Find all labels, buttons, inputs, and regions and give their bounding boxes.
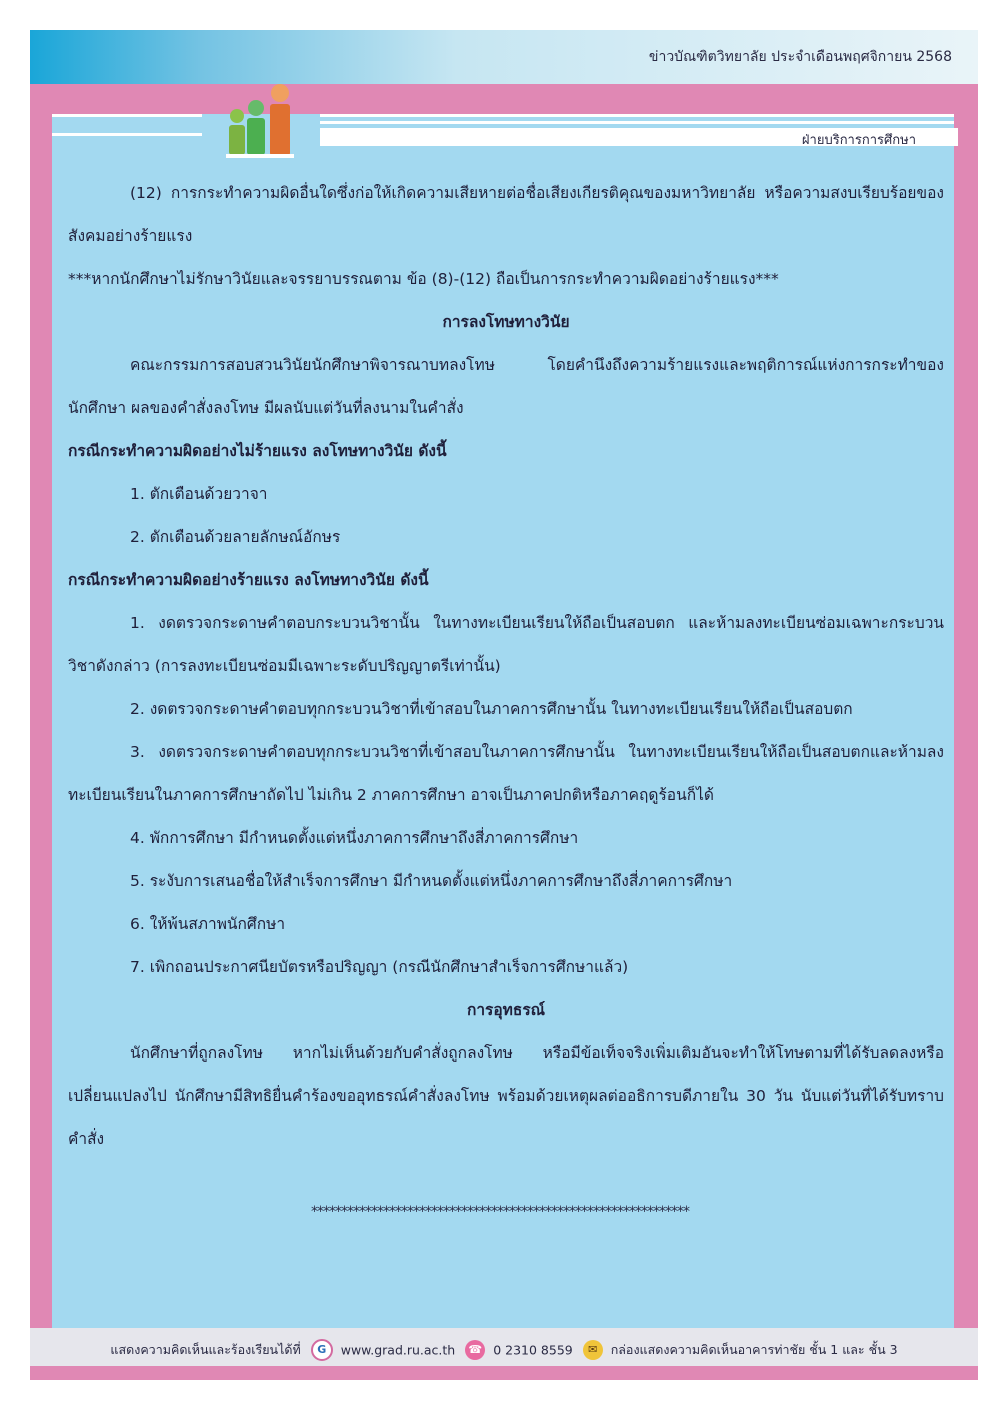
comment-box-icon: ✉ [583,1340,603,1360]
department-box [320,128,958,146]
people-icon [220,84,306,159]
top-banner [30,30,978,84]
case-serious-title: กรณีกระทำความผิดอย่างร้ายแรง ลงโทษทางวินัย ดังนี้ [68,571,429,589]
serious-offense-note: ***หากนักศึกษาไม่รักษาวินัยและจรรยาบรรณตาม ข้อ (8)-(12) ถือเป็นการกระทำความผิดอย่างร้ายแรง*** [68,270,779,288]
list-item: 6. ให้พ้นสภาพนักศึกษา [130,915,286,933]
footer-intro: แสดงความคิดเห็นและร้องเรียนได้ที่ [110,1342,301,1357]
phone-number: 0 2310 8559 [493,1342,573,1358]
case-minor-title: กรณีกระทำความผิดอย่างไม่ร้ายแรง ลงโทษทางวินัย ดังนี้ [68,442,447,460]
globe-icon: G [311,1339,333,1361]
paragraph-committee: คณะกรรมการสอบสวนวินัยนักศึกษาพิจารณาบทลงโทษ โดยคำนึงถึงความร้ายแรงและพฤติการณ์แห่งการกระทำของนักศึกษา ผลของคำสั่งลงโทษ มีผลนับแต่วันที่ลงนามในคำสั่ง [68,356,944,417]
list-item: 7. เพิกถอนประกาศนียบัตรหรือปริญญา (กรณีนักศึกษาสำเร็จการศึกษาแล้ว) [130,958,629,976]
heading-disciplinary-punishment: การลงโทษทางวินัย [442,313,570,331]
heading-appeal: การอุทธรณ์ [466,1001,546,1019]
header-stripe-left [52,114,202,136]
list-item: 1. งดตรวจกระดาษคำตอบกระบวนวิชานั้น ในทางทะเบียนเรียนให้ถือเป็นสอบตก และห้ามลงทะเบียนซ่อมเฉพาะกระบวนวิชาดังกล่าว (การลงทะเบียนซ่อมมีเฉพาะระดับปริญญาตรีเท่านั้น) [68,614,944,675]
article-body [68,172,944,1161]
list-item: 1. ตักเตือนด้วยวาจา [130,485,268,503]
list-item: 4. พักการศึกษา มีกำหนดตั้งแต่หนึ่งภาคการศึกษาถึงสี่ภาคการศึกษา [130,829,579,847]
newsletter-title: ข่าวบัณฑิตวิทยาลัย ประจำเดือนพฤศจิกายน 2568 [648,49,952,65]
separator-stars: *************************************************************** [311,1204,689,1220]
list-item: 2. ตักเตือนด้วยลายลักษณ์อักษร [130,528,341,546]
comment-box-location: กล่องแสดงความคิดเห็นอาคารท่าชัย ชั้น 1 และ ชั้น 3 [610,1342,898,1357]
department-label: ฝ่ายบริการการศึกษา [801,133,916,148]
paragraph-appeal: นักศึกษาที่ถูกลงโทษ หากไม่เห็นด้วยกับคำสั่งถูกลงโทษ หรือมีข้อเท็จจริงเพิ่มเติมอันจะทำให้โทษตามที่ได้รับลดลงหรือเปลี่ยนแปลงไป นักศึกษามีสิทธิยื่นคำร้องขออุทธรณ์คำสั่งลงโทษ พร้อมด้วยเหตุผลต่ออธิการบดีภายใน 30 วัน นับแต่วันที่ได้รับทราบคำสั่ง [68,1044,944,1148]
website-link[interactable]: www.grad.ru.ac.th [340,1342,456,1358]
paragraph-rule-12: (12) การกระทำความผิดอื่นใดซึ่งก่อให้เกิดความเสียหายต่อชื่อเสียงเกียรติคุณของมหาวิทยาลัย หรือความสงบเรียบร้อยของสังคมอย่างร้ายแรง [68,184,944,245]
footer-contact [30,1339,978,1361]
list-item: 3. งดตรวจกระดาษคำตอบทุกกระบวนวิชาที่เข้าสอบในภาคการศึกษานั้น ในทางทะเบียนเรียนให้ถือเป็นสอบตกและห้ามลงทะเบียนเรียนในภาคการศึกษาถัดไป ไม่เกิน 2 ภาคการศึกษา อาจเป็นภาคปกติหรือภาคฤดูร้อนก็ได้ [68,743,944,804]
footer-bar [30,1328,978,1366]
list-item: 2. งดตรวจกระดาษคำตอบทุกกระบวนวิชาที่เข้าสอบในภาคการศึกษานั้น ในทางทะเบียนเรียนให้ถือเป็นสอบตก [130,700,853,718]
list-item: 5. ระงับการเสนอชื่อให้สำเร็จการศึกษา มีกำหนดตั้งแต่หนึ่งภาคการศึกษาถึงสี่ภาคการศึกษา [130,872,733,890]
phone-icon: ☎ [465,1340,485,1360]
